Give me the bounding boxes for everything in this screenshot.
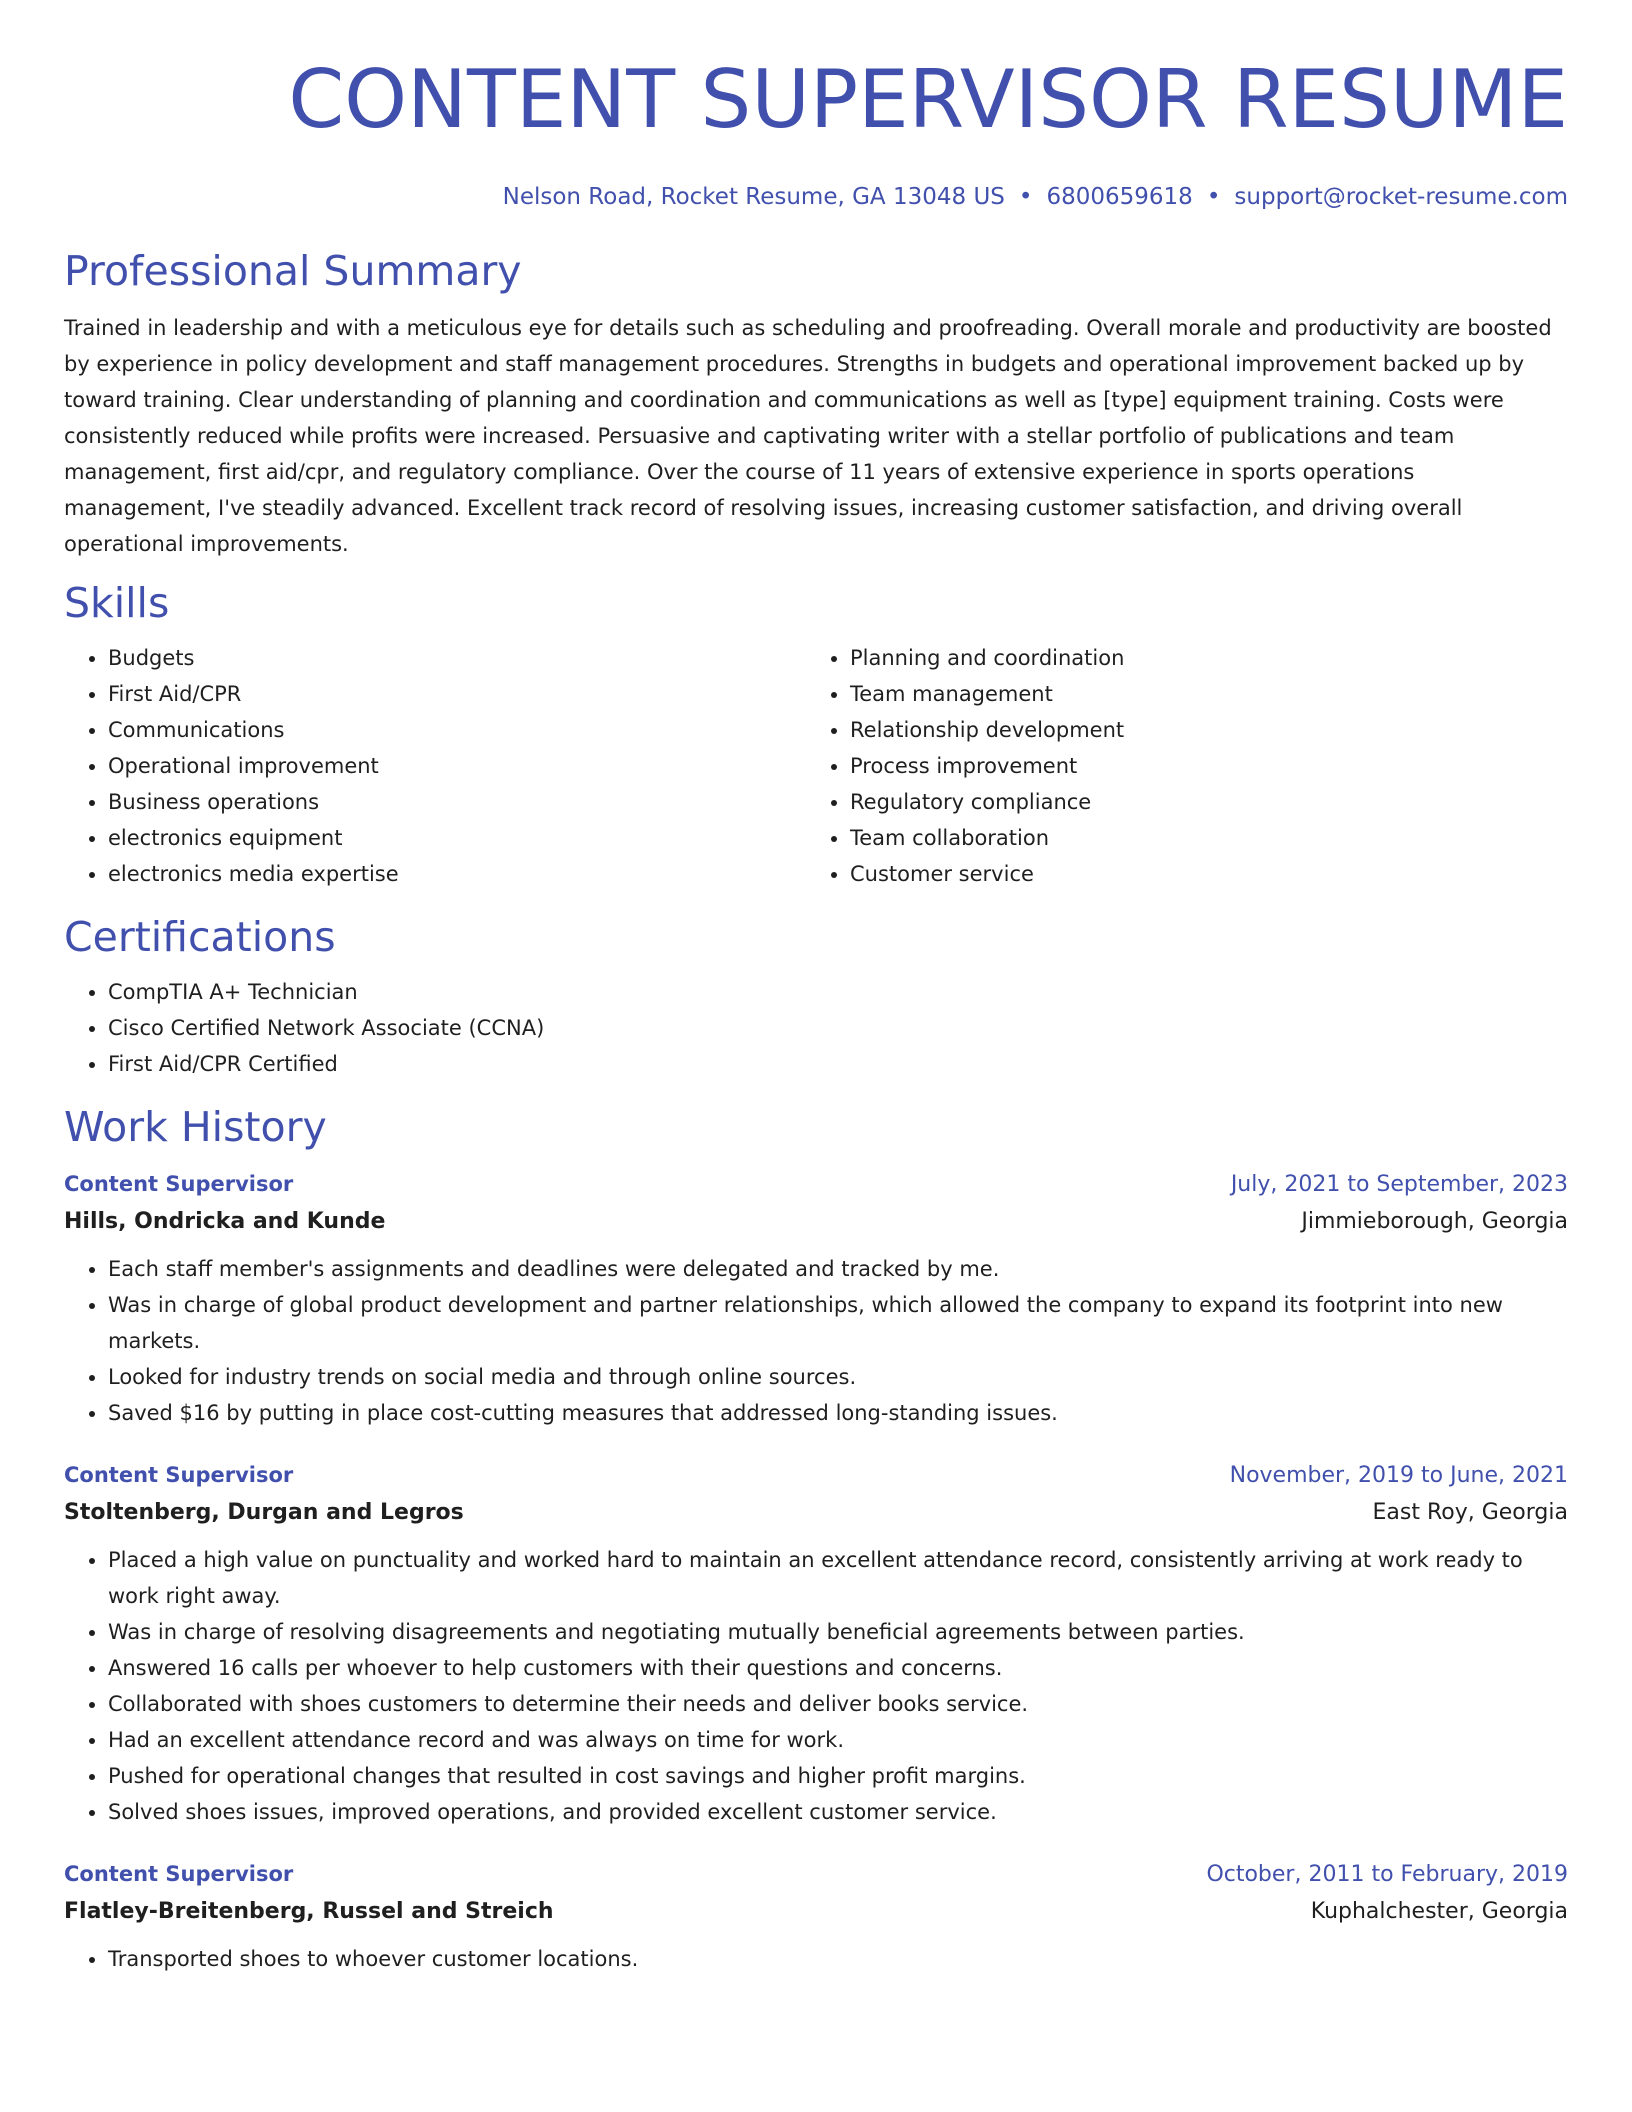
skills-section [64,578,1568,892]
job-dates: October, 2011 to February, 2019 [1206,1862,1568,1887]
job-title: Content Supervisor [64,1862,294,1886]
skill-item: • Business operations [108,784,806,820]
contact-phone: 6800659618 [1046,184,1193,210]
certifications-list [64,974,1568,1082]
certification-item: • First Aid/CPR Certified [108,1046,1568,1082]
skill-item: • Process improvement [850,748,1548,784]
skills-grid [64,640,1568,892]
job-title: Content Supervisor [64,1463,294,1487]
skill-item: • Customer service [850,856,1548,892]
job-bullets [64,1941,1568,1977]
job-bullets [64,1542,1568,1830]
job-bullet: • Pushed for operational changes that resulted in cost savings and higher profit margins. [108,1758,1568,1794]
skill-item: • Relationship development [850,712,1548,748]
job-bullet: • Each staff member's assignments and deadlines were delegated and tracked by me. [108,1251,1568,1287]
job-bullet: • Was in charge of resolving disagreements and negotiating mutually beneficial agreements between parties. [108,1614,1568,1650]
job-header-row [64,1457,1568,1494]
job-bullets [64,1251,1568,1431]
certifications-heading: Certifications [64,913,336,961]
job-company: Stoltenberg, Durgan and Legros [64,1500,464,1525]
skill-item: • First Aid/CPR [108,676,806,712]
job-location: Kuphalchester, Georgia [1310,1899,1568,1924]
contact-separator: • [1206,184,1221,210]
skill-item: • Budgets [108,640,806,676]
job-company: Hills, Ondricka and Kunde [64,1209,386,1234]
certification-item: • Cisco Certified Network Associate (CCNA) [108,1010,1568,1046]
certification-item: • CompTIA A+ Technician [108,974,1568,1010]
job-bullet: • Collaborated with shoes customers to determine their needs and deliver books service. [108,1686,1568,1722]
work-history-heading: Work History [64,1103,327,1151]
job-bullet: • Looked for industry trends on social media and through online sources. [108,1359,1568,1395]
job-bullet: • Placed a high value on punctuality and worked hard to maintain an excellent attendance record, consistently arriving at work ready to work right away. [108,1542,1568,1614]
job-entry [64,1457,1568,1830]
certifications-section [64,912,1568,1082]
resume-title: CONTENT SUPERVISOR RESUME [288,53,1568,146]
job-dates: November, 2019 to June, 2021 [1229,1463,1568,1488]
job-location: Jimmieborough, Georgia [1301,1209,1568,1234]
skill-item: • Team collaboration [850,820,1548,856]
skill-item: • Planning and coordination [850,640,1548,676]
job-bullet: • Had an excellent attendance record and was always on time for work. [108,1722,1568,1758]
skills-column-right [806,640,1548,892]
contact-separator: • [1018,184,1033,210]
skill-item: • Communications [108,712,806,748]
job-bullet: • Solved shoes issues, improved operations, and provided excellent customer service. [108,1794,1568,1830]
contact-email[interactable]: support@rocket-resume.com [1234,184,1568,210]
job-location: East Roy, Georgia [1372,1500,1568,1525]
skills-list-right [806,640,1548,892]
job-company-row [64,1203,1568,1241]
skill-item: • Team management [850,676,1548,712]
skills-heading: Skills [64,579,170,627]
contact-line [64,182,1568,212]
skills-column-left [64,640,806,892]
job-company-row [64,1893,1568,1931]
skills-list-left [64,640,806,892]
contact-address: Nelson Road, Rocket Resume, GA 13048 US [502,184,1005,210]
summary-heading: Professional Summary [64,247,522,295]
summary-text: Trained in leadership and with a meticulous eye for details such as scheduling and proofreading. Overall morale and productivity are boosted by experience in policy development and staff management procedures. Strengths in budgets and operational improvement backed up by toward training. Clear understanding of planning and coordination and communications as well as [type] equipment training. Costs were consistently reduced while profits were increased. Persuasive and captivating writer with a stellar portfolio of publications and team management, first aid/cpr, and regulatory compliance. Over the course of 11 years of extensive experience in sports operations management, I've steadily advanced. Excellent track record of resolving issues, increasing customer satisfaction, and driving overall operational improvements. [64,316,1552,556]
job-bullet: • Saved $16 by putting in place cost-cutting measures that addressed long-standing issues. [108,1395,1568,1431]
job-header-row [64,1856,1568,1893]
job-header-row [64,1166,1568,1203]
job-company: Flatley-Breitenberg, Russel and Streich [64,1899,554,1924]
skill-item: • electronics media expertise [108,856,806,892]
job-dates: July, 2021 to September, 2023 [1230,1172,1568,1197]
job-bullet: • Transported shoes to whoever customer locations. [108,1941,1568,1977]
job-entry [64,1856,1568,1977]
job-bullet: • Was in charge of global product development and partner relationships, which allowed the company to expand its footprint into new markets. [108,1287,1568,1359]
summary-section [64,246,1568,562]
job-bullet: • Answered 16 calls per whoever to help customers with their questions and concerns. [108,1650,1568,1686]
job-entry [64,1166,1568,1431]
skill-item: • Regulatory compliance [850,784,1548,820]
skill-item: • electronics equipment [108,820,806,856]
skill-item: • Operational improvement [108,748,806,784]
job-title: Content Supervisor [64,1172,294,1196]
work-history-section [64,1102,1568,1977]
job-company-row [64,1494,1568,1532]
